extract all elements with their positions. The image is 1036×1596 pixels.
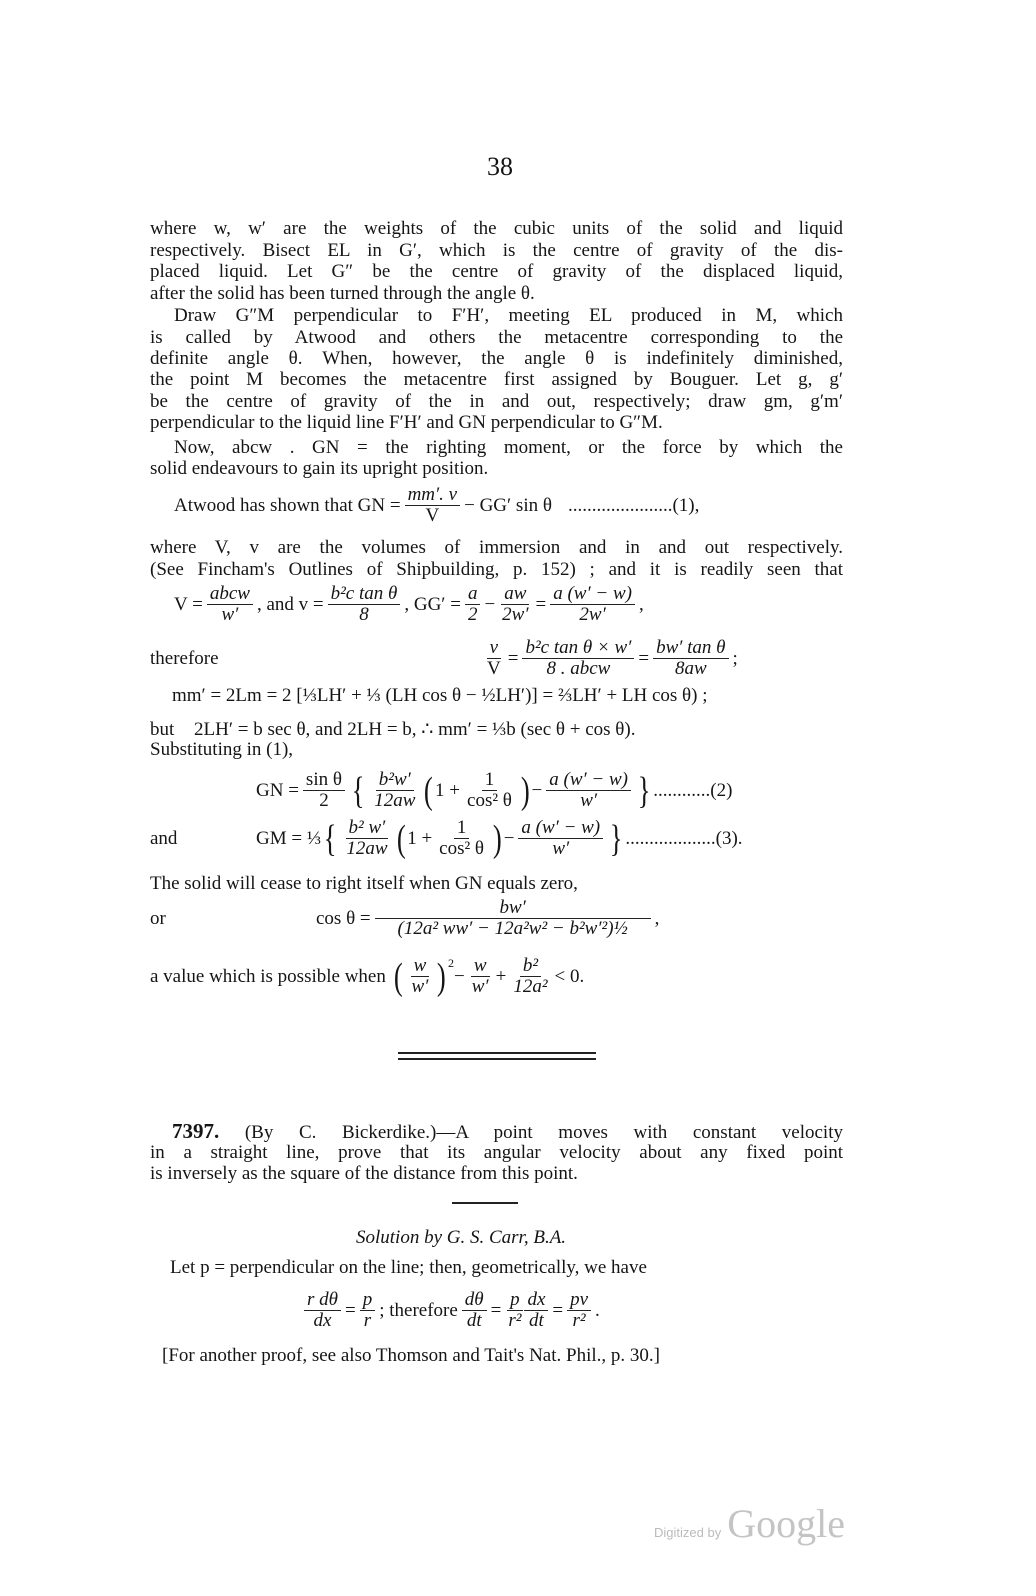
eq-text: = bbox=[535, 593, 547, 615]
denominator: 8 bbox=[359, 604, 369, 625]
exponent: 2 bbox=[448, 956, 455, 970]
page-number: 38 bbox=[487, 152, 513, 181]
eq-text: = bbox=[552, 1299, 564, 1321]
denominator: w′ bbox=[552, 838, 570, 859]
text-line: is inversely as the square of the distance from this point. bbox=[150, 1163, 578, 1184]
eq-text: V = bbox=[174, 593, 203, 615]
eq-text: − bbox=[484, 593, 496, 615]
numerator: p bbox=[360, 1290, 376, 1311]
denominator: V bbox=[487, 658, 501, 679]
text-line: Draw G″M perpendicular to F′H′, meeting EL produced in M, which bbox=[174, 305, 843, 326]
eq-text: 1 + bbox=[435, 779, 461, 801]
eq-text: GM = ⅓ bbox=[256, 827, 322, 849]
equation-6: GN = $\frac{\text{sin θ}}{2}$ { $\frac{\text{b²w′}}{12aw}$ ( 1 + $\frac{1}{\text{cos² θ}}$ ) − $\frac{a (w' - w)}{w'}$ } ............(2) bbox=[256, 769, 733, 812]
denominator: w′ bbox=[411, 976, 429, 997]
text-line: (By C. Bickerdike.)—A point moves with constant velocity bbox=[244, 1122, 843, 1143]
text-line: (See Fincham's Outlines of Shipbuilding, p. 152) ; and it is readily seen that bbox=[150, 559, 843, 580]
numerator: b²w′ bbox=[376, 770, 414, 791]
text-line: Let p = perpendicular on the line; then, geometrically, we have bbox=[170, 1257, 647, 1278]
text-line: placed liquid. Let G″ be the centre of gravity of the displaced liquid, bbox=[150, 261, 843, 282]
equation-3 bbox=[150, 638, 738, 679]
text-line: [For another proof, see also Thomson and Tait's Nat. Phil., p. 30.] bbox=[162, 1345, 660, 1366]
google-logo: Google bbox=[727, 1501, 845, 1546]
equation-number: ............(2) bbox=[653, 779, 733, 801]
denominator: 12aw bbox=[374, 790, 416, 811]
numerator: bw′ bbox=[375, 898, 651, 919]
text-line: be the centre of gravity of the in and out, respectively; draw gm, g′m′ bbox=[150, 391, 843, 412]
numerator: sin θ bbox=[303, 770, 345, 791]
text-line: after the solid has been turned through the angle θ. bbox=[150, 283, 535, 304]
eq-text: but bbox=[150, 718, 175, 740]
numerator: w bbox=[471, 956, 490, 977]
equation-8 bbox=[150, 898, 659, 939]
section-divider bbox=[398, 1058, 596, 1060]
numerator: abcw bbox=[207, 584, 253, 605]
equation-number: ...................(3). bbox=[625, 827, 743, 849]
eq-text: cos θ = bbox=[316, 907, 371, 929]
eq-text: + bbox=[495, 965, 507, 987]
eq-text: − GG′ sin θ bbox=[464, 494, 552, 516]
numerator: b² w′ bbox=[346, 818, 389, 839]
equation-1 bbox=[174, 485, 699, 526]
eq-text: < 0. bbox=[554, 965, 585, 987]
denominator: r bbox=[363, 1310, 372, 1331]
eq-text: , and v = bbox=[256, 593, 324, 615]
eq-text: , bbox=[654, 907, 660, 929]
equation-10 bbox=[300, 1290, 600, 1331]
numerator: a (w′ − w) bbox=[546, 770, 631, 791]
eq-text: = bbox=[638, 647, 650, 669]
numerator: aw bbox=[501, 584, 529, 605]
denominator: r² bbox=[508, 1310, 522, 1331]
denominator: 2 bbox=[467, 604, 478, 625]
eq-text: = bbox=[344, 1299, 356, 1321]
denominator: dt bbox=[466, 1310, 482, 1331]
denominator: w′ bbox=[580, 790, 598, 811]
equation-7: and GM = ⅓ { $\frac{\text{b² w′}}{12aw}$ ( 1 + $\frac{1}{\text{cos² θ}}$ ) − $\frac{a (w' - w)}{w'}$ } ...................(3). bbox=[150, 817, 743, 860]
eq-text: therefore bbox=[150, 647, 219, 669]
eq-text: = bbox=[490, 1299, 502, 1321]
short-divider bbox=[452, 1202, 518, 1204]
numerator: bw′ tan θ bbox=[653, 638, 728, 659]
equation-4: mm′ = 2Lm = 2 [⅓LH′ + ⅓ (LH cos θ − ½LH′)] = ⅔LH′ + LH cos θ) ; bbox=[172, 685, 708, 706]
numerator: a (w′ − w) bbox=[550, 584, 635, 605]
eq-text: 1 + bbox=[407, 827, 433, 849]
denominator: V bbox=[425, 505, 440, 526]
text-line: The solid will cease to right itself when GN equals zero, bbox=[150, 873, 578, 894]
eq-text: a value which is possible when bbox=[150, 965, 386, 987]
numerator: w bbox=[411, 956, 430, 977]
numerator: pv bbox=[567, 1290, 591, 1311]
text-line: definite angle θ. When, however, the angle θ is indefinitely diminished, bbox=[150, 348, 843, 369]
text-line: Now, abcw . GN = the righting moment, or the force by which the bbox=[174, 437, 843, 458]
section-divider bbox=[398, 1052, 596, 1054]
eq-text: − bbox=[503, 827, 515, 849]
equation-number: ......................(1), bbox=[567, 494, 700, 516]
numerator: dx bbox=[524, 1290, 548, 1311]
numerator: a (w′ − w) bbox=[518, 818, 603, 839]
numerator: b²c tan θ bbox=[328, 584, 401, 605]
numerator: b²c tan θ × w′ bbox=[522, 638, 634, 659]
denominator: 12a² bbox=[513, 976, 548, 997]
text-line: where V, v are the volumes of immersion and in and out respectively. bbox=[150, 537, 843, 558]
denominator: cos² θ bbox=[439, 838, 485, 859]
eq-text: − bbox=[454, 965, 465, 987]
question-number: 7397. bbox=[172, 1119, 220, 1143]
numerator: r dθ bbox=[304, 1290, 341, 1311]
denominator: 8 . abcw bbox=[546, 658, 611, 679]
numerator: dθ bbox=[462, 1290, 487, 1311]
text-line: in a straight line, prove that its angular velocity about any fixed point bbox=[150, 1142, 843, 1163]
denominator: (12a² ww′ − 12a²w² − b²w′²)½ bbox=[397, 918, 628, 939]
numerator: b² bbox=[520, 956, 541, 977]
numerator: 1 bbox=[482, 770, 498, 791]
equation-2 bbox=[174, 584, 644, 625]
eq-text: , bbox=[638, 593, 644, 615]
numerator: 1 bbox=[454, 818, 470, 839]
numerator: mm′. v bbox=[405, 485, 461, 506]
denominator: 2 bbox=[319, 790, 329, 811]
eq-text: , GG′ = bbox=[404, 593, 461, 615]
numerator: v bbox=[487, 638, 501, 659]
denominator: dx bbox=[313, 1310, 332, 1331]
denominator: 2w′ bbox=[579, 604, 606, 625]
solution-title: Solution by G. S. Carr, B.A. bbox=[356, 1227, 567, 1248]
equation-9: a value which is possible when ( $\frac{w}{w'}$ ) $^2$ − $\frac{w}{w'}$ + $\frac{\text{b²}}{\text{12a²}}$ < 0. bbox=[150, 955, 585, 998]
google-watermark bbox=[654, 1500, 845, 1547]
eq-text: Atwood has shown that GN = bbox=[174, 494, 401, 516]
text-line: solid endeavours to gain its upright position. bbox=[150, 458, 489, 479]
equation-5 bbox=[150, 718, 635, 741]
eq-text: 2LH′ = b sec θ, and 2LH = b, ∴ mm′ = ⅓b (sec θ + cos θ). bbox=[194, 719, 636, 740]
numerator: a bbox=[465, 584, 481, 605]
denominator: cos² θ bbox=[467, 790, 512, 811]
text-line: respectively. Bisect EL in G′, which is the centre of gravity of the dis- bbox=[150, 240, 843, 261]
text-line: where w, w′ are the weights of the cubic units of the solid and liquid bbox=[150, 218, 843, 239]
text-line: perpendicular to the liquid line F′H′ and GN perpendicular to G″M. bbox=[150, 412, 663, 433]
text-line: Substituting in (1), bbox=[150, 739, 294, 760]
eq-text: . bbox=[595, 1299, 600, 1321]
eq-text: ; bbox=[732, 647, 738, 669]
eq-text: − bbox=[531, 779, 543, 801]
denominator: 12aw bbox=[346, 838, 388, 859]
watermark-text: Digitized by bbox=[654, 1525, 722, 1540]
numerator: p bbox=[507, 1290, 523, 1311]
denominator: dt bbox=[529, 1310, 544, 1331]
denominator: 8aw bbox=[674, 658, 707, 679]
denominator: 2w′ bbox=[502, 604, 529, 625]
denominator: r² bbox=[572, 1310, 586, 1331]
text-line: is called by Atwood and others the metacentre corresponding to the bbox=[150, 327, 843, 348]
eq-text: ; therefore bbox=[379, 1299, 458, 1321]
eq-text: = bbox=[507, 647, 519, 669]
denominator: w′ bbox=[471, 976, 489, 997]
eq-text: or bbox=[150, 907, 166, 929]
denominator: w′ bbox=[221, 604, 239, 625]
text-line: the point M becomes the metacentre first assigned by Bouguer. Let g, g′ bbox=[150, 369, 843, 390]
eq-text: GN = bbox=[256, 779, 299, 801]
eq-text: and bbox=[150, 827, 178, 849]
